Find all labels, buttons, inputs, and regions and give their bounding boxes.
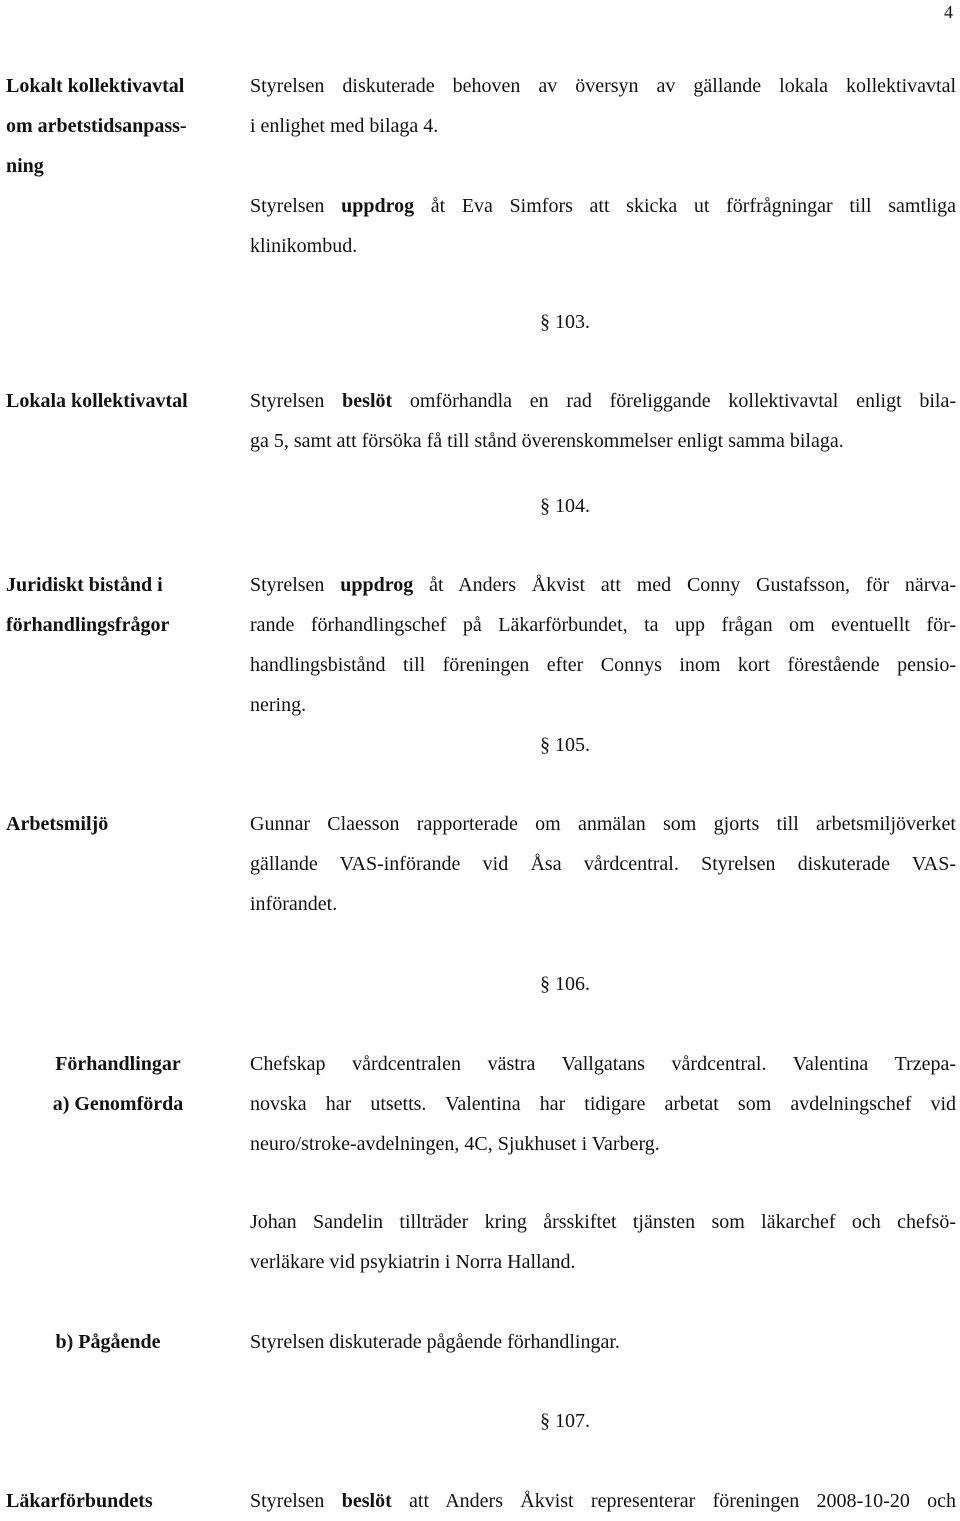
decision-keyword: uppdrog bbox=[340, 574, 414, 596]
text-line: Styrelsen uppdrog åt Eva Simfors att skicka ut förfrågningar till samtliga bbox=[250, 195, 956, 217]
section-text-lakarforbundets bbox=[250, 1481, 956, 1521]
text-line: i enlighet med bilaga 4. bbox=[250, 115, 439, 137]
decision-keyword: uppdrog bbox=[341, 195, 415, 217]
section-heading-lakarforbundets: Läkarförbundets bbox=[6, 1490, 153, 1512]
paragraph-number: § 103. bbox=[540, 311, 590, 333]
text-line: gällande VAS-införande vid Åsa vårdcentral. Styrelsen diskuterade VAS- bbox=[250, 853, 956, 875]
section-text-juridiskt-bistand bbox=[250, 565, 956, 725]
text-line: Styrelsen diskuterade behoven av översyn av gällande lokala kollektivavtal bbox=[250, 75, 956, 97]
text-line: Styrelsen beslöt omförhandla en rad föreliggande kollektivavtal enligt bila- bbox=[250, 390, 956, 412]
section-heading-juridiskt-bistand bbox=[6, 565, 169, 645]
section-text-pagaende bbox=[250, 1322, 956, 1362]
text-line: Styrelsen uppdrog åt Anders Åkvist att med Conny Gustafsson, för närva- bbox=[250, 574, 957, 596]
text-line: novska har utsetts. Valentina har tidigare arbetat som avdelningschef vid bbox=[250, 1093, 956, 1115]
section-heading-lokalt-kollektivavtal bbox=[6, 66, 187, 186]
heading-line: ning bbox=[6, 155, 44, 177]
section-heading-forhandlingar bbox=[0, 1044, 236, 1124]
section-heading-lokala-kollektivavtal: Lokala kollektivavtal bbox=[6, 390, 188, 412]
text-line: handlingsbistånd till föreningen efter Connys inom kort förestående pensio- bbox=[250, 654, 956, 676]
section-text-genomforda-2 bbox=[250, 1202, 956, 1282]
page-number: 4 bbox=[944, 2, 953, 22]
text-line: Chefskap vårdcentralen västra Vallgatans vårdcentral. Valentina Trzepa- bbox=[250, 1053, 956, 1075]
paragraph-number: § 104. bbox=[540, 495, 590, 517]
heading-line: Juridiskt bistånd i bbox=[6, 574, 163, 596]
text-line: verläkare vid psykiatrin i Norra Halland. bbox=[250, 1251, 576, 1273]
heading-line: a) Genomförda bbox=[52, 1093, 184, 1115]
section-decision-lokalt-kollektivavtal bbox=[250, 186, 956, 266]
text-line: neuro/stroke-avdelningen, 4C, Sjukhuset i Varberg. bbox=[250, 1133, 660, 1155]
section-heading-arbetsmiljo: Arbetsmiljö bbox=[6, 813, 109, 835]
heading-line: förhandlingsfrågor bbox=[6, 614, 170, 636]
decision-keyword: beslöt bbox=[341, 1490, 392, 1512]
text-line: ga 5, samt att försöka få till stånd överenskommelser enligt samma bilaga. bbox=[250, 430, 844, 452]
section-text-genomforda bbox=[250, 1044, 956, 1164]
text-line: Styrelsen diskuterade pågående förhandlingar. bbox=[250, 1331, 620, 1353]
decision-keyword: beslöt bbox=[342, 390, 393, 412]
paragraph-number: § 107. bbox=[540, 1410, 590, 1432]
heading-line: Lokalt kollektivavtal bbox=[6, 75, 185, 97]
section-text-arbetsmiljo bbox=[250, 804, 956, 924]
text-line: Styrelsen beslöt att Anders Åkvist representerar föreningen 2008-10-20 och bbox=[250, 1490, 956, 1512]
heading-line: Förhandlingar bbox=[55, 1053, 181, 1075]
paragraph-number: § 106. bbox=[540, 973, 590, 995]
text-line: klinikombud. bbox=[250, 235, 358, 257]
text-line: införandet. bbox=[250, 893, 338, 915]
heading-line: om arbetstidsanpass- bbox=[6, 115, 187, 137]
section-text-lokala-kollektivavtal bbox=[250, 381, 956, 461]
text-line: Johan Sandelin tillträder kring årsskiftet tjänsten som läkarchef och chefsö- bbox=[250, 1211, 956, 1233]
text-line: nering. bbox=[250, 694, 307, 716]
section-heading-pagaende: b) Pågående bbox=[55, 1331, 161, 1353]
text-line: rande förhandlingschef på Läkarförbundet, ta upp frågan om eventuellt för- bbox=[250, 614, 956, 636]
section-text-lokalt-kollektivavtal bbox=[250, 66, 956, 146]
text-line: Gunnar Claesson rapporterade om anmälan som gjorts till arbetsmiljöverket bbox=[250, 813, 956, 835]
paragraph-number: § 105. bbox=[540, 734, 590, 756]
